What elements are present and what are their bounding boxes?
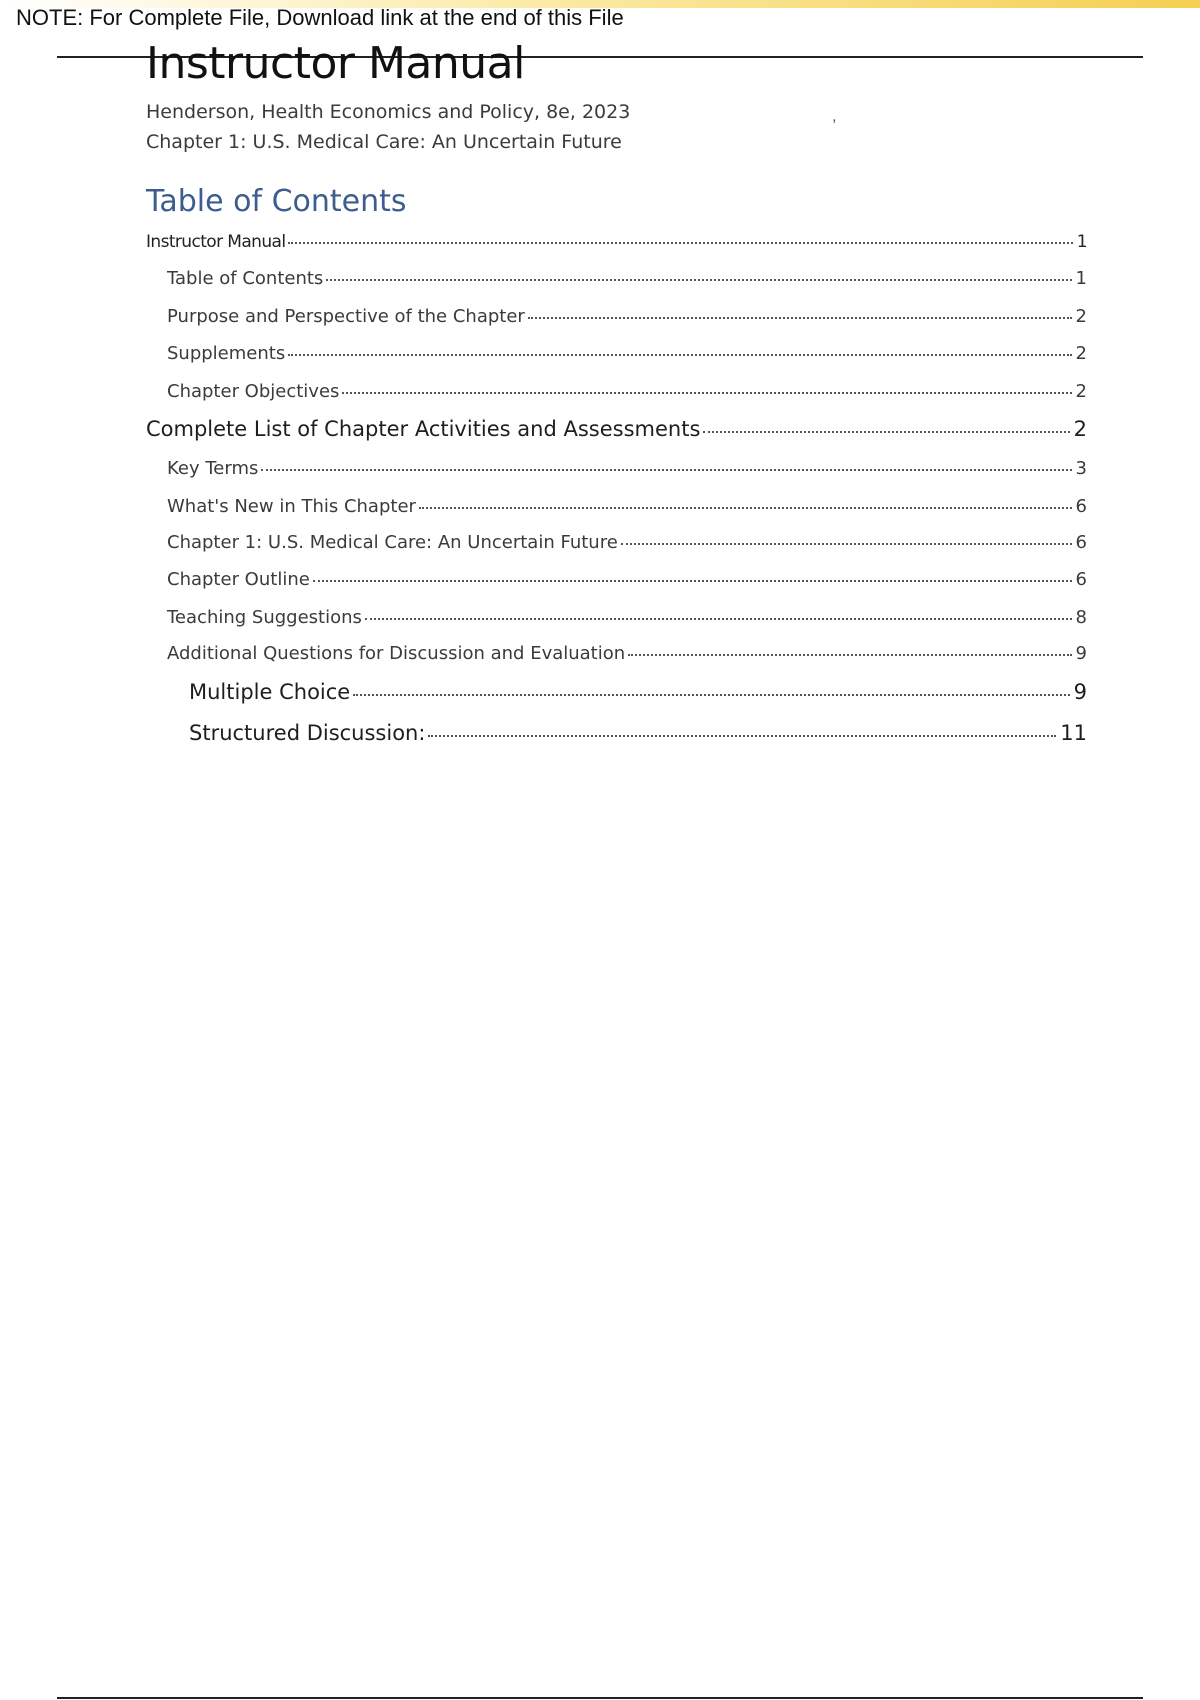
toc-entry-chapter-outline[interactable] <box>167 569 1087 590</box>
toc-page-number: 1 <box>1075 268 1087 289</box>
toc-entry-table-of-contents[interactable] <box>167 268 1087 289</box>
download-note: NOTE: For Complete File, Download link at the end of this File <box>16 5 624 30</box>
toc-leader-dots <box>342 392 1071 394</box>
book-citation: Henderson, Health Economics and Policy, 8e, 2023 <box>146 101 631 123</box>
toc-page-number: 9 <box>1073 680 1087 704</box>
toc-page-number: 2 <box>1075 381 1087 402</box>
toc-entry-label: Chapter Outline <box>167 569 310 590</box>
toc-leader-dots <box>353 694 1069 696</box>
toc-page-number: 9 <box>1075 643 1087 664</box>
toc-page-number: 2 <box>1073 417 1087 441</box>
toc-page-number: 3 <box>1075 458 1087 479</box>
toc-page-number: 6 <box>1075 496 1087 517</box>
toc-entry-whats-new[interactable] <box>167 496 1087 517</box>
toc-leader-dots <box>313 580 1072 582</box>
toc-page-number: 11 <box>1060 721 1087 745</box>
toc-leader-dots <box>365 618 1072 620</box>
table-of-contents <box>0 0 1200 760</box>
toc-leader-dots <box>261 469 1071 471</box>
toc-entry-label: Complete List of Chapter Activities and Assessments <box>146 417 701 441</box>
document-title: Instructor Manual <box>146 38 525 89</box>
footer-rule <box>57 1697 1143 1699</box>
toc-entry-label: Instructor Manual <box>146 232 286 252</box>
toc-page-number: 8 <box>1075 607 1087 628</box>
toc-page-number: 2 <box>1075 306 1087 327</box>
toc-entry-label: Chapter Objectives <box>167 381 340 402</box>
toc-entry-additional-questions[interactable] <box>167 643 1087 664</box>
toc-entry-chapter-objectives[interactable] <box>167 381 1087 402</box>
toc-leader-dots <box>419 507 1072 509</box>
toc-entry-supplements[interactable] <box>167 343 1087 364</box>
toc-entry-purpose-and-perspective[interactable] <box>167 306 1087 327</box>
toc-leader-dots <box>621 543 1072 545</box>
toc-entry-label: What's New in This Chapter <box>167 496 416 517</box>
toc-leader-dots <box>288 354 1071 356</box>
toc-entry-label: Supplements <box>167 343 286 364</box>
toc-page-number: 2 <box>1075 343 1087 364</box>
chapter-title: Chapter 1: U.S. Medical Care: An Uncertain Future <box>146 131 622 153</box>
toc-entry-activities-and-assessments[interactable] <box>146 417 1087 441</box>
toc-entry-multiple-choice[interactable] <box>189 680 1087 704</box>
toc-heading: Table of Contents <box>146 184 407 219</box>
toc-page-number: 6 <box>1075 569 1087 590</box>
toc-entry-instructor-manual[interactable] <box>146 232 1087 252</box>
toc-leader-dots <box>428 735 1056 737</box>
toc-leader-dots <box>326 279 1071 281</box>
toc-entry-label: Table of Contents <box>167 268 324 289</box>
toc-entry-label: Additional Questions for Discussion and Evaluation <box>167 643 626 664</box>
toc-entry-label: Key Terms <box>167 458 259 479</box>
toc-entry-label: Purpose and Perspective of the Chapter <box>167 306 525 327</box>
toc-leader-dots <box>528 317 1072 319</box>
toc-entry-label: Structured Discussion: <box>189 721 426 745</box>
toc-leader-dots <box>703 431 1069 433</box>
toc-page-number: 6 <box>1075 532 1087 553</box>
toc-page-number: 1 <box>1076 232 1087 252</box>
toc-entry-label: Teaching Suggestions <box>167 607 362 628</box>
toc-entry-label: Chapter 1: U.S. Medical Care: An Uncertain Future <box>167 532 618 553</box>
toc-entry-teaching-suggestions[interactable] <box>167 607 1087 628</box>
stray-mark: , <box>832 108 837 125</box>
toc-entry-structured-discussion[interactable] <box>189 721 1087 745</box>
toc-leader-dots <box>288 242 1072 244</box>
toc-leader-dots <box>628 654 1071 656</box>
toc-entry-key-terms[interactable] <box>167 458 1087 479</box>
toc-entry-label: Multiple Choice <box>189 680 351 704</box>
toc-entry-chapter-1[interactable] <box>167 532 1087 553</box>
